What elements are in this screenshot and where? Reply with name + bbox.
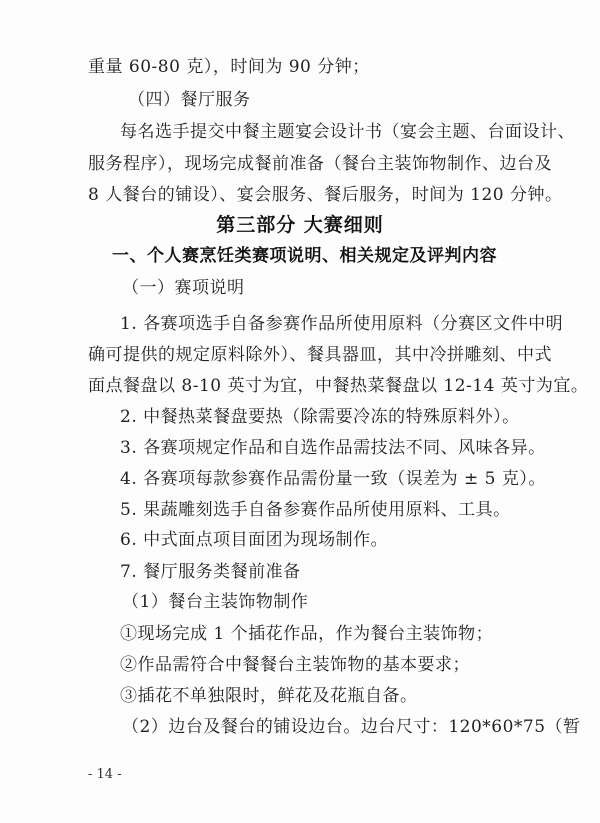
list-item-line: ①现场完成 1 个插花作品，作为餐台主装饰物；: [120, 624, 494, 644]
list-item-line: 7. 餐厅服务类餐前准备: [120, 562, 301, 582]
subsection-heading-restaurant: （四）餐厅服务: [128, 90, 251, 110]
list-item-line: 3. 各赛项规定作品和自选作品需技法不同、风味各异。: [120, 438, 546, 458]
paragraph-line: 重量 60-80 克），时间为 90 分钟；: [88, 57, 370, 77]
paragraph-line: 每名选手提交中餐主题宴会设计书（宴会主题、台面设计、: [120, 122, 575, 142]
list-item-line: 面点餐盘以 8-10 英寸为宜，中餐热菜餐盘以 12-14 英寸为宜。: [88, 376, 589, 396]
paragraph-line: 服务程序），现场完成餐前准备（餐台主装饰物制作、边台及: [88, 154, 552, 174]
list-item-line: ③插花不单独限时，鲜花及花瓶自备。: [120, 686, 418, 706]
list-item-line: 1. 各赛项选手自备参赛作品所使用原料（分赛区文件中明: [120, 314, 564, 334]
list-item-line: 2. 中餐热菜餐盘要热（除需要冷冻的特殊原料外）。: [120, 407, 520, 427]
section-heading: 一、个人赛烹饪类赛项说明、相关规定及评判内容: [112, 246, 497, 266]
list-item-line: ②作品需符合中餐餐台主装饰物的基本要求；: [120, 655, 470, 675]
list-item-line: 确可提供的规定原料除外）、餐具器皿，其中冷拼雕刻、中式: [88, 345, 552, 365]
paragraph-line: 8 人餐台的铺设）、宴会服务、餐后服务，时间为 120 分钟。: [88, 185, 563, 205]
list-item-line: （1）餐台主装饰物制作: [122, 592, 309, 612]
page-number: - 14 -: [88, 767, 122, 782]
part-heading: 第三部分 大赛细则: [216, 214, 384, 236]
list-item-line: 5. 果蔬雕刻选手自备参赛作品所使用原料、工具。: [120, 500, 511, 520]
subsection-heading: （一）赛项说明: [122, 278, 245, 298]
list-item-line: （2）边台及餐台的铺设边台。边台尺寸：120*60*75（暂: [122, 717, 581, 737]
list-item-line: 6. 中式面点项目面团为现场制作。: [120, 530, 389, 550]
list-item-line: 4. 各赛项每款参赛作品需份量一致（误差为 ± 5 克）。: [120, 469, 546, 489]
